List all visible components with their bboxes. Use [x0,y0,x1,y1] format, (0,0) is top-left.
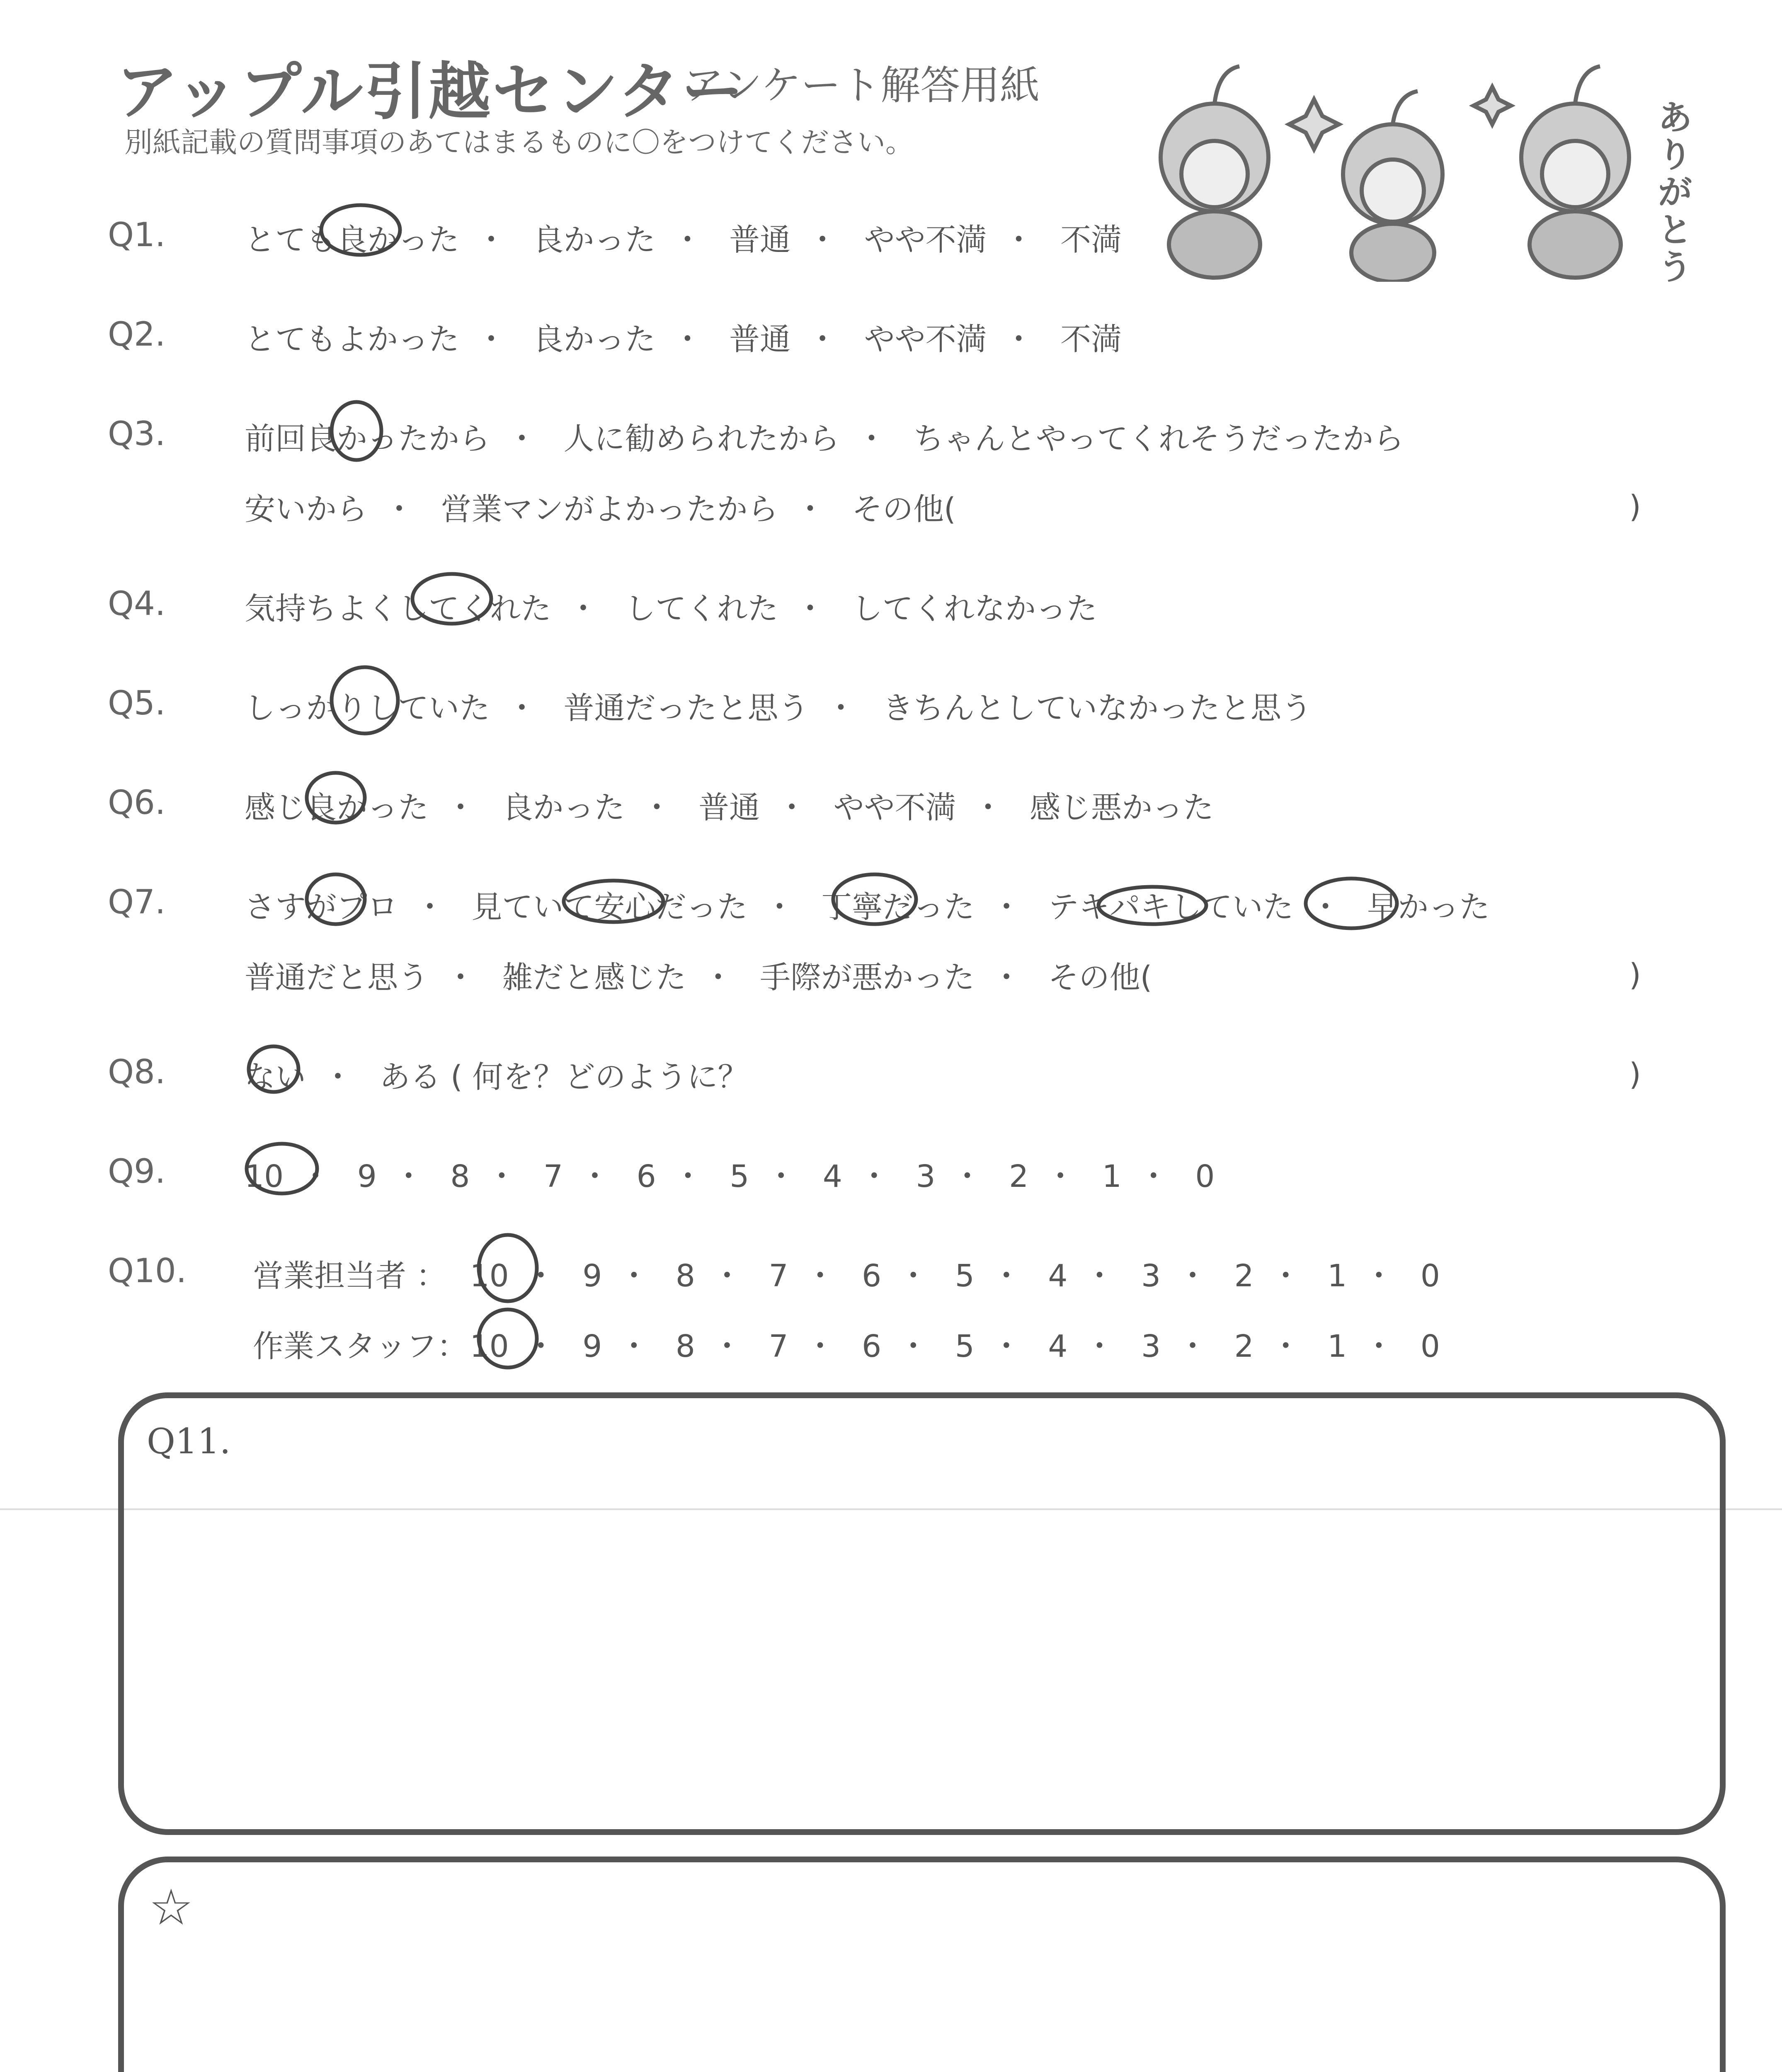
rating-option[interactable]: 7 [769,1258,788,1294]
rating-option[interactable]: 1 [1327,1329,1347,1364]
answer-option[interactable]: ない [245,1059,306,1095]
rating-option[interactable]: 8 [450,1159,470,1194]
brand-name: アップル引越センター [116,56,745,128]
rating-option[interactable]: 4 [1048,1258,1068,1294]
question-options: とてもよかった ・ 良かった ・ 普通 ・ やや不満 ・ 不満 [245,315,1122,359]
q11-comment-box[interactable] [118,1392,1726,1835]
answer-option-other[interactable]: その他( [852,491,956,527]
answer-option[interactable]: 手際が悪かった [760,960,975,995]
answer-option[interactable]: とてもよかった [245,322,459,357]
rating-option[interactable]: 0 [1195,1159,1215,1194]
answer-option[interactable]: 良かった [533,222,656,258]
answer-option[interactable]: 営業マンがよかったから [441,491,778,527]
answer-option[interactable]: ある ( 何を？どのように？ [379,1059,749,1095]
rating-option[interactable]: 5 [730,1159,749,1194]
closing-paren: ) [1629,957,1641,993]
question-number: Q2. [108,315,166,353]
answer-option[interactable]: 人に勧められたから [563,421,840,457]
answer-option[interactable]: 前回良かったから [245,421,490,457]
star-icon: ☆ [149,1879,194,1936]
answer-option[interactable]: 気持ちよくしてくれた [245,591,551,627]
question-options: ない ・ ある ( 何を？どのように？ [245,1053,748,1097]
answer-option[interactable]: きちんとしていなかったと思う [883,690,1312,726]
answer-option[interactable]: 良かった [502,790,625,825]
question-number: Q3. [108,414,166,453]
answer-option-other[interactable]: その他( [1048,960,1152,995]
question-number: Q7. [108,883,166,921]
answer-option[interactable]: 丁寧だった [821,889,975,925]
rating-scale-staff: 作業スタッフ： 10 ・ 9 ・ 8 ・ 7 ・ 6 ・ 5 ・ 4 ・ 3 ・ 2 ・ 1 ・ 0 [253,1322,1440,1366]
answer-option[interactable]: 普通だったと思う [563,690,809,726]
answer-option[interactable]: 普通だと思う [245,960,429,995]
rating-option[interactable]: 7 [543,1159,563,1194]
answer-option[interactable]: やや不満 [864,322,987,357]
answer-option[interactable]: ちゃんとやってくれそうだったから [913,421,1404,457]
answer-option[interactable]: してくれなかった [852,591,1098,627]
rating-option[interactable]: 6 [862,1329,882,1364]
closing-paren: ) [1629,1057,1641,1092]
rating-option[interactable]: 6 [862,1258,882,1294]
question-options: 気持ちよくしてくれた ・ してくれた ・ してくれなかった [245,584,1097,628]
rating-option[interactable]: 2 [1234,1329,1254,1364]
question-number: Q10. [108,1251,187,1290]
question-number: Q8. [108,1053,166,1091]
answer-option[interactable]: 見ていて安心だった [471,889,748,925]
answer-option[interactable]: してくれた [625,591,778,627]
rating-option[interactable]: 0 [1420,1329,1440,1364]
question-options: とても良かった ・ 良かった ・ 普通 ・ やや不満 ・ 不満 [245,215,1122,259]
answer-option[interactable]: やや不満 [864,222,987,258]
rating-option[interactable]: 9 [582,1258,602,1294]
rating-option[interactable]: 5 [955,1329,975,1364]
rating-scale-sales: 営業担当者 ： 10 ・ 9 ・ 8 ・ 7 ・ 6 ・ 5 ・ 4 ・ 3 ・ 2 ・ 1 ・ 0 [253,1251,1440,1295]
rating-option[interactable]: 4 [1048,1329,1068,1364]
question-options: 感じ良かった ・ 良かった ・ 普通 ・ やや不満 ・ 感じ悪かった [245,783,1214,827]
rating-label: 営業担当者 ： [253,1258,447,1294]
rating-option[interactable]: 6 [636,1159,656,1194]
rating-option[interactable]: 1 [1102,1159,1122,1194]
answer-option[interactable]: 雑だと感じた [502,960,686,995]
question-options: しっかりしていた ・ 普通だったと思う ・ きちんとしていなかったと思う [245,684,1312,728]
answer-option[interactable]: 普通 [729,222,791,258]
instruction-text: 別紙記載の質問事項のあてはまるものに〇をつけてください。 [124,126,914,159]
question-number: Q6. [108,783,166,822]
rating-option[interactable]: 0 [1420,1258,1440,1294]
answer-option[interactable]: しっかりしていた [245,690,490,726]
answer-option[interactable]: 普通 [698,790,760,825]
rating-option[interactable]: 3 [1141,1258,1161,1294]
rating-scale: 10 ・ 9 ・ 8 ・ 7 ・ 6 ・ 5 ・ 4 ・ 3 ・ 2 ・ 1 ・ 0 [245,1159,1215,1194]
rating-option[interactable]: 8 [675,1258,695,1294]
question-number: Q5. [108,684,166,722]
rating-option[interactable]: 3 [1141,1329,1161,1364]
answer-option[interactable]: やや不満 [833,790,956,825]
answer-option[interactable]: 良かった [533,322,656,357]
rating-option[interactable]: 8 [675,1329,695,1364]
answer-option[interactable]: とても良かった [245,222,459,258]
document-title: アンケート解答用紙 [684,62,1040,109]
question-options: 前回良かったから ・ 人に勧められたから ・ ちゃんとやってくれそうだったから [245,414,1404,458]
question-number: Q1. [108,215,166,254]
question-options: さすがプロ ・ 見ていて安心だった ・ 丁寧だった ・ テキパキしていた ・ 早かった [245,883,1490,927]
answer-option[interactable]: 感じ悪かった [1030,790,1214,825]
rating-option[interactable]: 7 [769,1329,788,1364]
rating-option[interactable]: 2 [1234,1258,1254,1294]
rating-option[interactable]: 3 [916,1159,936,1194]
answer-option[interactable]: 早かった [1367,889,1490,925]
question-options: 安いから ・ 営業マンがよかったから ・ その他( [245,485,956,529]
rating-option[interactable]: 2 [1009,1159,1029,1194]
rating-option[interactable]: 5 [955,1258,975,1294]
monkey-mascots-illustration [1119,50,1720,282]
rating-option[interactable]: 10 [245,1159,284,1194]
answer-option[interactable]: 普通 [729,322,791,357]
star-comment-box[interactable] [118,1857,1726,2072]
answer-option[interactable]: さすがプロ [245,889,398,925]
closing-paren: ) [1629,489,1641,525]
rating-option[interactable]: 9 [582,1329,602,1364]
answer-option[interactable]: テキパキしていた [1048,889,1294,925]
answer-option[interactable]: 不満 [1060,322,1122,357]
rating-option[interactable]: 4 [822,1159,842,1194]
mascot-caption: ありがとう [1658,98,1692,287]
rating-option[interactable]: 10 [470,1258,509,1294]
rating-label: 作業スタッフ： [253,1329,468,1364]
answer-option[interactable]: 感じ良かった [245,790,429,825]
question-number: Q9. [108,1152,166,1191]
question-number: Q4. [108,584,166,623]
question-options: 普通だと思う ・ 雑だと感じた ・ 手際が悪かった ・ その他( [245,953,1152,997]
q11-label: Q11. [147,1421,231,1462]
rating-option[interactable]: 1 [1327,1258,1347,1294]
rating-option[interactable]: 10 [470,1329,509,1364]
answer-option[interactable]: 不満 [1060,222,1122,258]
answer-option[interactable]: 安いから [245,491,367,527]
rating-option[interactable]: 9 [357,1159,377,1194]
